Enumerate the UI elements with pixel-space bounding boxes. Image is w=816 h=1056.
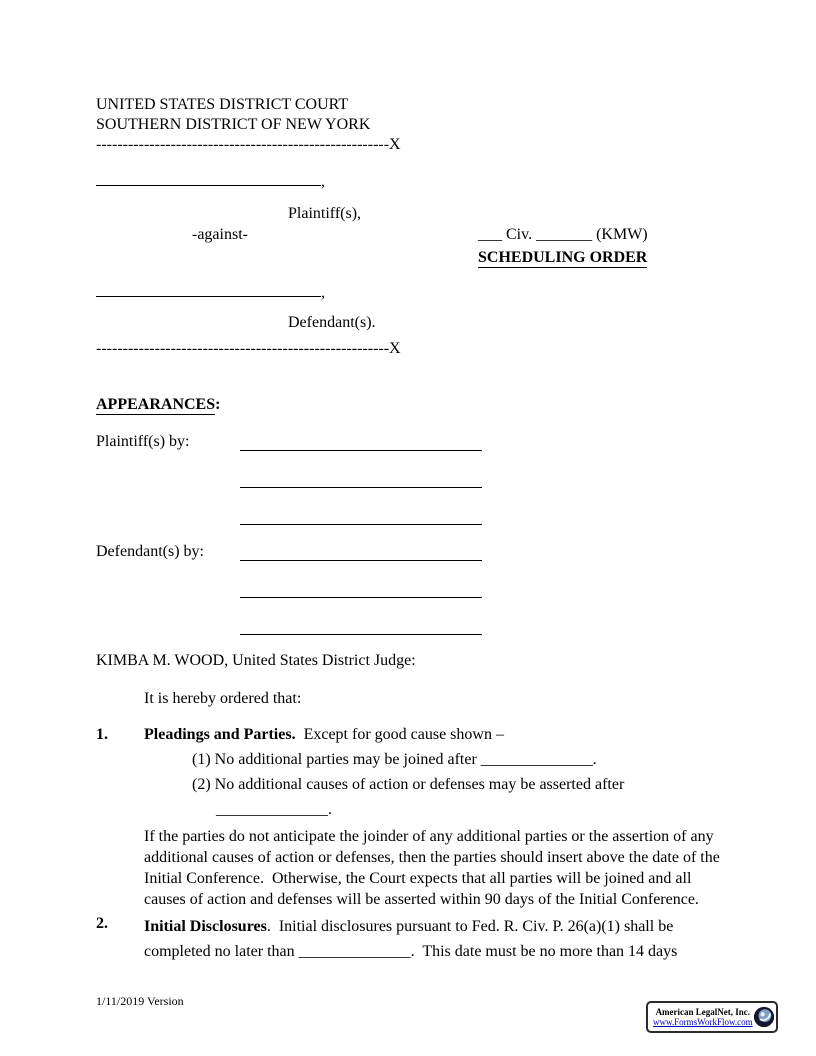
defendant-name-comma: , [321,284,325,301]
district-name: SOUTHERN DISTRICT OF NEW YORK [96,116,371,133]
item2-number: 2. [96,915,108,932]
defendant-name-row [96,279,325,303]
formsworkflow-link[interactable]: www.FormsWorkFlow.com [653,1017,753,1027]
item1-intro: Except for good cause shown – [295,726,504,743]
plaintiff-name-blank [96,168,321,186]
item1-number: 1. [96,726,108,743]
defendant-attorney-line-3 [240,634,482,635]
item1-sub1: (1) No additional parties may be joined after ______________. [192,751,597,768]
plaintiff-attorney-line-2 [240,487,482,488]
appearances-heading-wrap [96,395,220,415]
plaintiff-designation: Plaintiff(s), [288,205,362,222]
legalnet-logo [646,1001,778,1033]
plaintiff-attorney-line-1 [240,450,482,451]
item2-paragraph [144,914,724,964]
legalnet-company-name: American LegalNet, Inc. [655,1007,751,1017]
case-number: ___ Civ. _______ (KMW) [478,226,648,243]
caption-rule-bottom: -------------------------------------------------------X [96,340,401,357]
version-note: 1/11/2019 Version [96,994,184,1008]
appearances-heading-colon: : [215,396,221,413]
defendant-name-blank [96,279,321,297]
court-name: UNITED STATES DISTRICT COURT [96,96,349,113]
judge-line: KIMBA M. WOOD, United States District Judge: [96,652,416,669]
caption-rule-top: -------------------------------------------------------X [96,136,401,153]
item1-note: If the parties do not anticipate the joinder of any additional parties or the assertion of any additional causes of action or defenses, then the parties should insert above the date of the Initial Conference. Otherwise, the Court expects that all parties will be joined and all causes of action and defenses will be asserted within 90 days of the Initial Conference. [144,828,724,908]
item1-title: Pleadings and Parties. [144,726,296,743]
plaintiff-attorney-line-3 [240,524,482,525]
plaintiff-name-comma: , [321,173,325,190]
defendant-by-label: Defendant(s) by: [96,543,204,560]
globe-icon [753,1006,775,1028]
court-header [96,95,370,135]
defendant-attorney-line-1 [240,560,482,561]
plaintiff-name-row [96,168,325,192]
ordered-line: It is hereby ordered that: [144,690,302,707]
legalnet-logo-text [653,1007,753,1027]
item1-sub2-continuation: ______________. [216,801,332,818]
plaintiff-by-label: Plaintiff(s) by: [96,433,190,450]
item2-title: Initial Disclosures [144,918,267,935]
appearances-heading: APPEARANCES [96,396,216,413]
defendant-attorney-line-2 [240,597,482,598]
document-title: SCHEDULING ORDER [478,249,648,266]
item2-text: . Initial disclosures pursuant to Fed. R. Civ. P. 26(a)(1) shall be completed no later than ______________. This date must be no more than 14 days [144,918,678,960]
item1-heading [144,725,724,745]
item1-sub2: (2) No additional causes of action or defenses may be asserted after [192,776,625,793]
against-label: -against- [192,226,248,243]
document-title-wrap [478,248,647,268]
defendant-designation: Defendant(s). [288,314,376,331]
